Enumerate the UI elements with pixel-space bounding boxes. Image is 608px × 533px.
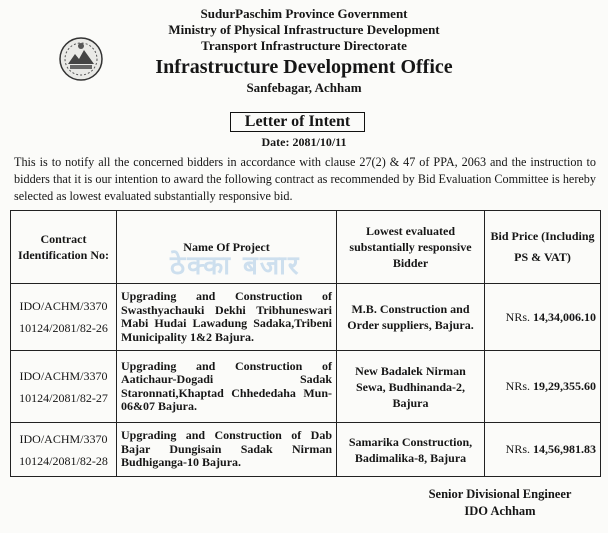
project-name-cell: Upgrading and Construction of Swasthyachauki Dekhi Tribhuneswari Mabi Hudai Lawadung Sadaka,Tribeni Municipality 1&2 Bajura. xyxy=(117,284,337,351)
contract-id-line2: 10124/2081/82-26 xyxy=(19,321,108,335)
document-title: Letter of Intent xyxy=(230,112,365,132)
price-cell xyxy=(485,423,601,477)
price-amount: 14,56,981.83 xyxy=(533,442,596,456)
government-name: SudurPaschim Province Government xyxy=(200,6,408,21)
project-name-cell: Upgrading and Construction of Dab Bajar Dungisain Sadak Nirman Budhiganga-10 Bajura. xyxy=(117,423,337,477)
contract-id-line2: 10124/2081/82-27 xyxy=(19,390,108,405)
contract-id-line1: IDO/ACHM/3370 xyxy=(19,368,108,383)
office-name: Infrastructure Development Office xyxy=(155,56,453,78)
table-row xyxy=(11,351,601,423)
signatory-title: Senior Divisional Engineer xyxy=(428,487,572,501)
contract-id-line1: IDO/ACHM/3370 xyxy=(19,299,108,313)
signature-block xyxy=(400,486,600,520)
contract-id-cell xyxy=(11,351,117,423)
header-project: Name Of Project xyxy=(117,211,337,284)
table-row xyxy=(11,284,601,351)
ministry-name: Ministry of Physical Infrastructure Development xyxy=(168,22,440,37)
signatory-office: IDO Achham xyxy=(464,504,536,518)
contract-id-cell xyxy=(11,423,117,477)
directorate-name: Transport Infrastructure Directorate xyxy=(201,38,407,53)
header-price: Bid Price (Including PS & VAT) xyxy=(485,211,601,284)
table-row xyxy=(11,423,601,477)
price-amount: 19,29,355.60 xyxy=(533,379,596,393)
currency-label: NRs. xyxy=(505,442,530,456)
project-name-cell: Upgrading and Construction of Aatichaur-Dogadi Sadak Staronnati,Khaptad Chhededaha Mun-06&07 Bajura. xyxy=(117,351,337,423)
contract-table xyxy=(10,210,601,477)
table-header-row xyxy=(11,211,601,284)
bidder-cell: Samarika Construction, Badimalika-8, Bajura xyxy=(337,423,485,477)
contract-id-cell xyxy=(11,284,117,351)
document-date: Date: 2081/10/11 xyxy=(261,135,347,149)
intro-paragraph: This is to notify all the concerned bidders in accordance with clause 27(2) & 47 of PPA, 2063 and the instruction to bidders that it is our intention to award the following contract as recommended by Bid Evaluation Committee is hereby selected as lowest evaluated substantially responsive bid. xyxy=(14,155,596,203)
header-contract-id: Contract Identification No: xyxy=(11,211,117,284)
price-cell xyxy=(485,284,601,351)
currency-label: NRs. xyxy=(505,379,530,393)
office-location: Sanfebagar, Achham xyxy=(246,80,362,95)
letterhead xyxy=(0,6,608,96)
price-cell xyxy=(485,351,601,423)
price-amount: 14,34,006.10 xyxy=(533,309,596,324)
header-bidder: Lowest evaluated substantially responsive Bidder xyxy=(337,211,485,284)
currency-label: NRs. xyxy=(505,309,530,324)
bidder-cell: New Badalek Nirman Sewa, Budhinanda-2, Bajura xyxy=(337,351,485,423)
contract-id-line1: IDO/ACHM/3370 xyxy=(19,431,108,446)
contract-id-line2: 10124/2081/82-28 xyxy=(19,453,108,468)
watermark: ठेक्का बजार xyxy=(170,251,301,281)
bidder-cell: M.B. Construction and Order suppliers, Bajura. xyxy=(337,284,485,351)
